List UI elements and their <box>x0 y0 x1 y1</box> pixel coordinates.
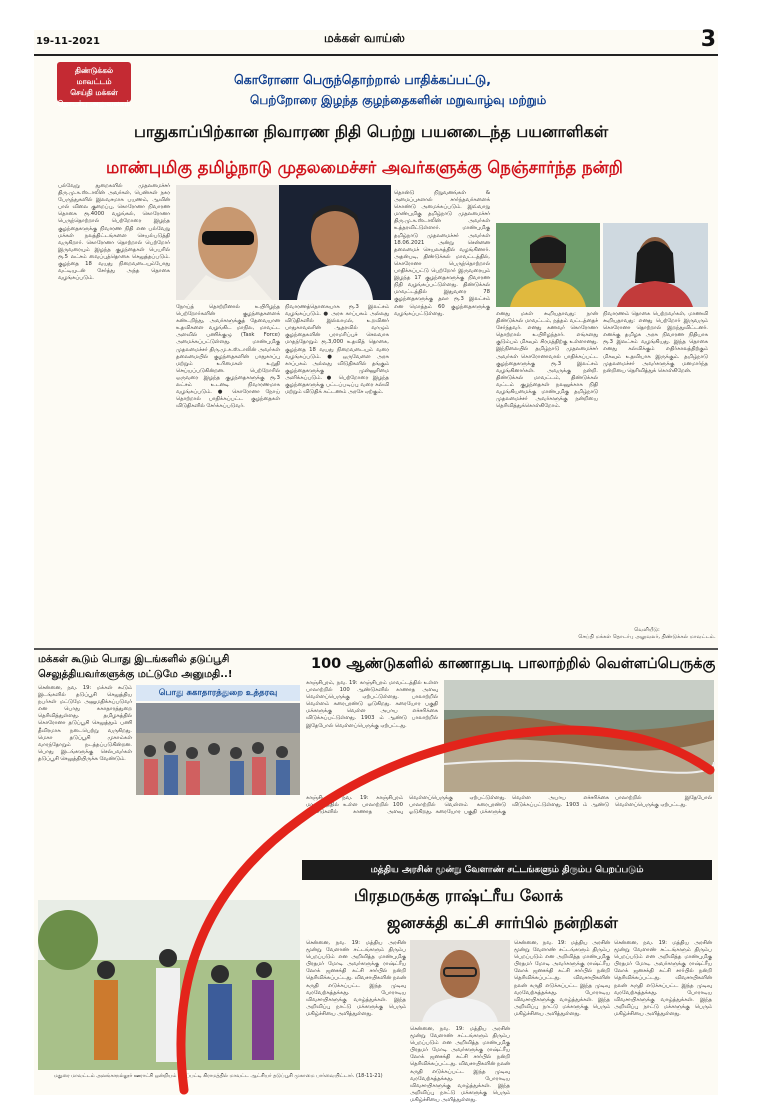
camp-illustration <box>38 900 300 1070</box>
article-bottom-text: சென்னை, நவ. 19: மத்திய அரசின் மூன்று வேளாண் சட்டங்களும் திரும்ப பெறப்படும் என அறிவித்த மாண்புமிகு பிரதமர் மோடி அவர்களுக்கு ராஷ்ட்ரீய லோக் ஜனசக்தி கட்சி சார்பில் நன்றி தெரிவிக்கப்பட்டது. விவசாயிகளின் நலன் கருதி எடுக்கப்பட்ட இந்த முடிவு வரவேற்கத்தக்கது. போராடிய விவசாயிகளுக்கு வாழ்த்துக்கள். இந்த அறிவிப்பு நாட்டு மக்களுக்கு பெரும் மகிழ்ச்சியை அளித்துள்ளது. <box>306 940 406 1017</box>
article-bottom-col-3 <box>514 940 610 1070</box>
portrait-illustration <box>279 185 391 300</box>
lead-article-col-4 <box>394 190 490 640</box>
photo-party-leader <box>410 940 510 1022</box>
headline-line-4: மாண்புமிகு தமிழ்நாடு முதலமைச்சர் அவர்களுக்கு நெஞ்சார்ந்த நன்றி <box>106 158 623 177</box>
lead-article-text: நிவாரணம் தொகை பெற்றவர்கள், மாணவி கூறியதாவது: எனது பெற்றோர் இருவரும் கொரோனா தொற்றால் இறந்துவிட்டனர். எனக்கு தமிழக அரசு நிவாரண நிதியாக ரூ.3 இலட்சம் வழங்கியது. இந்த தொகை எனது கல்விக்கும் எதிர்காலத்திற்கும் மிகவும் உதவியாக இருக்கும். தமிழ்நாடு முதலமைச்சர் அவர்களுக்கு மனமார்ந்த நன்றியை தெரிவித்துக் கொள்கிறேன். <box>603 311 708 374</box>
article-right-text: காஞ்சிபுரம், நவ. 19: காஞ்சிபுரம் மாவட்டத்தில் உள்ள பாலாற்றில் 100 ஆண்டுகளில் காணாத அளவு வெள்ளப்பெருக்கு ஏற்பட்டுள்ளது. பாலாற்றில் வெள்ளம் கரைபுரண்டு ஓடுகிறது. கரையோர பகுதி மக்களுக்கு வெள்ள அபாய எச்சரிக்கை விடுக்கப்பட்டுள்ளது. 1903 ம் ஆண்டு பாலாற்றில் இதேபோல் வெள்ளப்பெருக்கு ஏற்பட்டது. <box>306 680 438 729</box>
article-bottom-text: சென்னை, நவ. 19: மத்திய அரசின் மூன்று வேளாண் சட்டங்களும் திரும்ப பெறப்படும் என அறிவித்த மாண்புமிகு பிரதமர் மோடி அவர்களுக்கு ராஷ்ட்ரீய லோக் ஜனசக்தி கட்சி சார்பில் நன்றி தெரிவிக்கப்பட்டது. விவசாயிகளின் நலன் கருதி எடுக்கப்பட்ட இந்த முடிவு வரவேற்கத்தக்கது. போராடிய விவசாயிகளுக்கு வாழ்த்துக்கள். இந்த அறிவிப்பு நாட்டு மக்களுக்கு பெரும் மகிழ்ச்சியை அளித்துள்ளது. <box>410 1026 510 1103</box>
lead-article-text: நிவாரணத்தொகையாக ரூ.3 இலட்சம் வழங்கப்படும். ● அரசு காப்பகம் அல்லது விடுதிகளில் இல்லாமல், உறவினர் பாதுகாவலரின் ஆதரவில் வாழும் குழந்தைகளின் பராமரிப்புச் செலவாக மாதந்தோறும் ரூ.3,000 உதவித் தொகை, குழந்தை 18 வயது நிறைவடையும் வரை வழங்கப்படும். ● ஒருவேளை அரசு காப்பகம் அல்லது விடுதிகளில் தங்கும் குழந்தைகளுக்கு முன்னுரிமை அளிக்கப்படும். ● பெற்றோரை இழந்த குழந்தைகளுக்கு பட்டப்படிப்பு வரை கல்வி மற்றும் விடுதிக் கட்டணம் அரசே ஏற்கும். <box>285 304 389 396</box>
flood-illustration <box>444 680 714 792</box>
article-bottom-text: சென்னை, நவ. 19: மத்திய அரசின் மூன்று வேளாண் சட்டங்களும் திரும்ப பெறப்படும் என அறிவித்த மாண்புமிகு பிரதமர் மோடி அவர்களுக்கு ராஷ்ட்ரீய லோக் ஜனசக்தி கட்சி சார்பில் நன்றி தெரிவிக்கப்பட்டது. விவசாயிகளின் நலன் கருதி எடுக்கப்பட்ட இந்த முடிவு வரவேற்கத்தக்கது. போராடிய விவசாயிகளுக்கு வாழ்த்துக்கள். இந்த அறிவிப்பு நாட்டு மக்களுக்கு பெரும் மகிழ்ச்சியை அளித்துள்ளது. <box>614 940 712 1017</box>
newspaper-page <box>34 27 718 1103</box>
photo-beneficiary-student <box>603 223 708 307</box>
article-bottom-banner: மத்திய அரசின் மூன்று வேளாண் சட்டங்களும் திரும்ப பெறப்படும் <box>302 860 712 880</box>
headline-line-2: பெற்றோரை இழந்த குழந்தைகளின் மறுவாழ்வு மற்றும் <box>250 93 547 107</box>
article-bottom-col-4 <box>614 940 712 1070</box>
issue-date: 19-11-2021 <box>36 36 100 47</box>
photo-caption: மதுரை மாவட்டம் அலங்காநல்லூர் ஊராட்சி ஒன்றியம் புதுப்பட்டி கிராமத்தில் மாவட்ட ஆட்சியர் தடுப்பூசி முகாமை பார்வையிட்டார். (18-11-21) <box>54 1073 383 1079</box>
article-right-title: 100 ஆண்டுகளில் காணாதபடி பாலாற்றில் வெள்ளப்பெருக்கு <box>311 656 716 672</box>
photo-vaccination-camp <box>38 900 300 1070</box>
lead-article-text: தொன்டு நிறுவனங்கள் & அமைப்புகளால் சார்ந்தவர்களைக் கொண்டு அமைக்கப்படும். இவ்வாறு மாண்புமிகு தமிழ்நாடு முதலமைச்சர் திரு.மு.க.ஸ்டாலின் அவர்கள் உத்தரவிட்டுள்ளார். மாண்புமிகு தமிழ்நாடு முதலமைச்சர் அவர்கள் 18.06.2021 அன்று சென்னை தலைமைச் செயலகத்தில் வழங்கினார். அதன்படி, திண்டுக்கல் மாவட்டத்தில், கொரோனா பெருந்தொற்றால் பாதிக்கப்பட்டு பெற்றோர் இருவரையும் இழந்த 17 குழந்தைகளுக்கு நிவாரண நிதி வழங்கப்பட்டுள்ளது. திண்டுக்கல் மாவட்டத்தில் இதுவரை 78 குழந்தைகளுக்கு தலா ரூ.3 இலட்சம் என மொத்தம் 60 குழந்தைகளுக்கு வழங்கப்பட்டுள்ளது. <box>394 190 490 317</box>
article-bottom-title-1: பிரதமருக்கு ராஷ்ட்ரீய லோக் <box>354 886 563 905</box>
lead-article-col-5 <box>496 311 598 641</box>
lead-article-text: எனது மகள் கூறியதாவது: நான் திண்டுக்கல் மாவட்டம், நத்தம் வட்டத்தைச் சேர்ந்தவர். எனது கணவர் கொரோனா தொற்றால் உயிரிழந்தார். எங்களது குடும்பம் மிகவும் சிரமத்திற்கு உள்ளானது. இந்நிலையில் தமிழ்நாடு முதலமைச்சர் அவர்கள் கொரோனாவால் பாதிக்கப்பட்ட குழந்தைகளுக்கு ரூ.3 இலட்சம் வழங்கினார்கள். அவருக்கு நன்றி. திண்டுக்கல் மாவட்டம், திண்டுக்கல் வட்டம் குழந்தைகள் நலனுக்காக நிதி வழங்கியமைக்கு மாண்புமிகு தமிழ்நாடு முதலமைச்சர் அவர்களுக்கு நன்றியை தெரிவித்துக்கொள்கிறோம். <box>496 311 598 410</box>
portrait-illustration <box>176 185 280 300</box>
article-bottom-title-2: ஜனசக்தி கட்சி சார்பில் நன்றிகள் <box>387 913 618 932</box>
signature-block <box>577 627 717 641</box>
article-bottom-text: சென்னை, நவ. 19: மத்திய அரசின் மூன்று வேளாண் சட்டங்களும் திரும்ப பெறப்படும் என அறிவித்த மாண்புமிகு பிரதமர் மோடி அவர்களுக்கு ராஷ்ட்ரீய லோக் ஜனசக்தி கட்சி சார்பில் நன்றி தெரிவிக்கப்பட்டது. விவசாயிகளின் நலன் கருதி எடுக்கப்பட்ட இந்த முடிவு வரவேற்கத்தக்கது. போராடிய விவசாயிகளுக்கு வாழ்த்துக்கள். இந்த அறிவிப்பு நாட்டு மக்களுக்கு பெரும் மகிழ்ச்சியை அளித்துள்ளது. <box>514 940 610 1017</box>
article-left-body <box>38 685 132 895</box>
page-number: 3 <box>700 27 716 52</box>
headline-line-3: பாதுகாப்பிற்கான நிவாரண நிதி பெற்று பயனடைந்த பயனாளிகள் <box>134 122 609 141</box>
article-right-body-more <box>306 795 712 855</box>
masthead: மக்கள் வாய்ஸ் <box>324 31 405 45</box>
lead-article-text: பல்வேறு துறைகளில் முதலமைச்சர் திரு.மு.க.ஸ்டாலின் அவர்கள், பெண்கள் நகர பேருந்துகளில் இலவசமாக பயணம், ஆவின் பால் விலை குறைப்பு, கொரோனா நிவாரண தொகை ரூ.4000 வழங்கல், கொரோனா பெருந்தொற்றால் பெற்றோரை இழந்த குழந்தைகளுக்கு நிவாரண நிதி என பல்வேறு மக்கள் நலத்திட்டங்களை செயல்படுத்தி வருகிறார். கொரோனா தொற்றால் பெற்றோர் இருவரையும் இழந்த குழந்தைகள் பெயரில் ரூ.5 லட்சம் வைப்புத்தொகை செலுத்தப்படும். குழந்தை 18 வயது நிறைவடையும்போது வட்டியுடன் சேர்த்து அந்த தொகை வழங்கப்படும். <box>58 183 170 282</box>
portrait-illustration <box>410 940 510 1022</box>
photo-crowd <box>136 703 300 795</box>
portrait-photo-elder-leader <box>176 185 280 300</box>
section-divider <box>34 648 718 650</box>
article-left-text: சென்னை, நவ. 19: மக்கள் கூடும் இடங்களில் தடுப்பூசி செலுத்திய நபர்கள் மட்டுமே அனுமதிக்கப்படுவர் என பொது சுகாதாரத்துறை தெரிவித்துள்ளது. தமிழகத்தில் கொரோனா தடுப்பூசி செலுத்தும் பணி தீவிரமாக நடைபெற்று வருகிறது. மெகா தடுப்பூசி முகாம்கள் வாரந்தோறும் நடத்தப்படுகின்றன. பொது இடங்களுக்கு செல்பவர்கள் தடுப்பூசி செலுத்தியிருக்க வேண்டும். <box>38 685 132 762</box>
headline-line-1: கொரோனா பெருந்தொற்றால் பாதிக்கப்பட்டு, <box>234 72 491 87</box>
lead-article-col-6 <box>603 311 708 623</box>
lead-article-text: நோய்த் தொற்றினால் உயிரிழந்த பெற்றோர்களின் குழந்தைகளைக் கண்டறிந்து, அவர்களுக்குத் தேவையான உதவிகளை வழங்கிட மாநில, மாவட்ட அளவில் பணிக்குழு (Task Force) அமைக்கப்பட்டுள்ளது. மாண்புமிகு முதலமைச்சர் திரு.மு.க.ஸ்டாலின் அவர்கள் தலைமையில் குழந்தைகளின் பாதுகாப்பு மற்றும் உரிமைகள் உறுதி செய்யப்படுகின்றன. பெற்றோரில் ஒருவரை இழந்த குழந்தைகளுக்கு ரூ.3 லட்சம் உடனடி நிவாரணமாக வழங்கப்படும். ● கொரோனா நோய் தொற்றால் பாதிக்கப்பட்ட குழந்தைகள் விடுதிகளில் சேர்க்கப்படுவர். <box>176 304 280 410</box>
lead-article-col-2 <box>176 304 280 640</box>
department-badge <box>57 62 131 108</box>
article-left-tag: பொது சுகாதாரத்துறை உத்தரவு <box>136 685 300 701</box>
article-right-text: காஞ்சிபுரம், நவ. 19: காஞ்சிபுரம் மாவட்டத்தில் உள்ள பாலாற்றில் 100 ஆண்டுகளில் காணாத அளவு வெள்ளப்பெருக்கு ஏற்பட்டுள்ளது. பாலாற்றில் வெள்ளம் கரைபுரண்டு ஓடுகிறது. கரையோர பகுதி மக்களுக்கு வெள்ள அபாய எச்சரிக்கை விடுக்கப்பட்டுள்ளது. 1903 ம் ஆண்டு பாலாற்றில் இதேபோல் வெள்ளப்பெருக்கு ஏற்பட்டது. <box>306 795 712 816</box>
portrait-photo-chief-minister <box>279 185 391 300</box>
lead-article-col-3 <box>285 304 389 640</box>
article-left-title: மக்கள் கூடும் பொது இடங்களில் தடுப்பூசி செலுத்தியவர்களுக்கு மட்டுமே அனுமதி..! <box>38 654 233 680</box>
signature-label: வெளியீடு: <box>634 627 660 633</box>
signature-office: செய்தி மக்கள் தொடர்பு அலுவலர், திண்டுக்கல் மாவட்டம். <box>578 634 716 640</box>
photo-illustration <box>603 223 708 307</box>
photo-beneficiary-mother <box>496 223 600 307</box>
article-bottom-col-1 <box>306 940 406 1070</box>
badge-line-1: திண்டுக்கல் மாவட்டம் <box>74 66 114 86</box>
badge-line-3: தொடர்பு அலுவலகம் <box>57 99 131 108</box>
crowd-illustration <box>136 703 300 795</box>
page-header <box>34 27 718 56</box>
photo-river-flood <box>444 680 714 792</box>
photo-illustration <box>496 223 600 307</box>
lead-article-col-1 <box>58 183 170 639</box>
article-bottom-col-2 <box>410 1026 510 1103</box>
badge-line-2: செய்தி மக்கள் <box>70 88 118 97</box>
article-right-body <box>306 680 438 750</box>
